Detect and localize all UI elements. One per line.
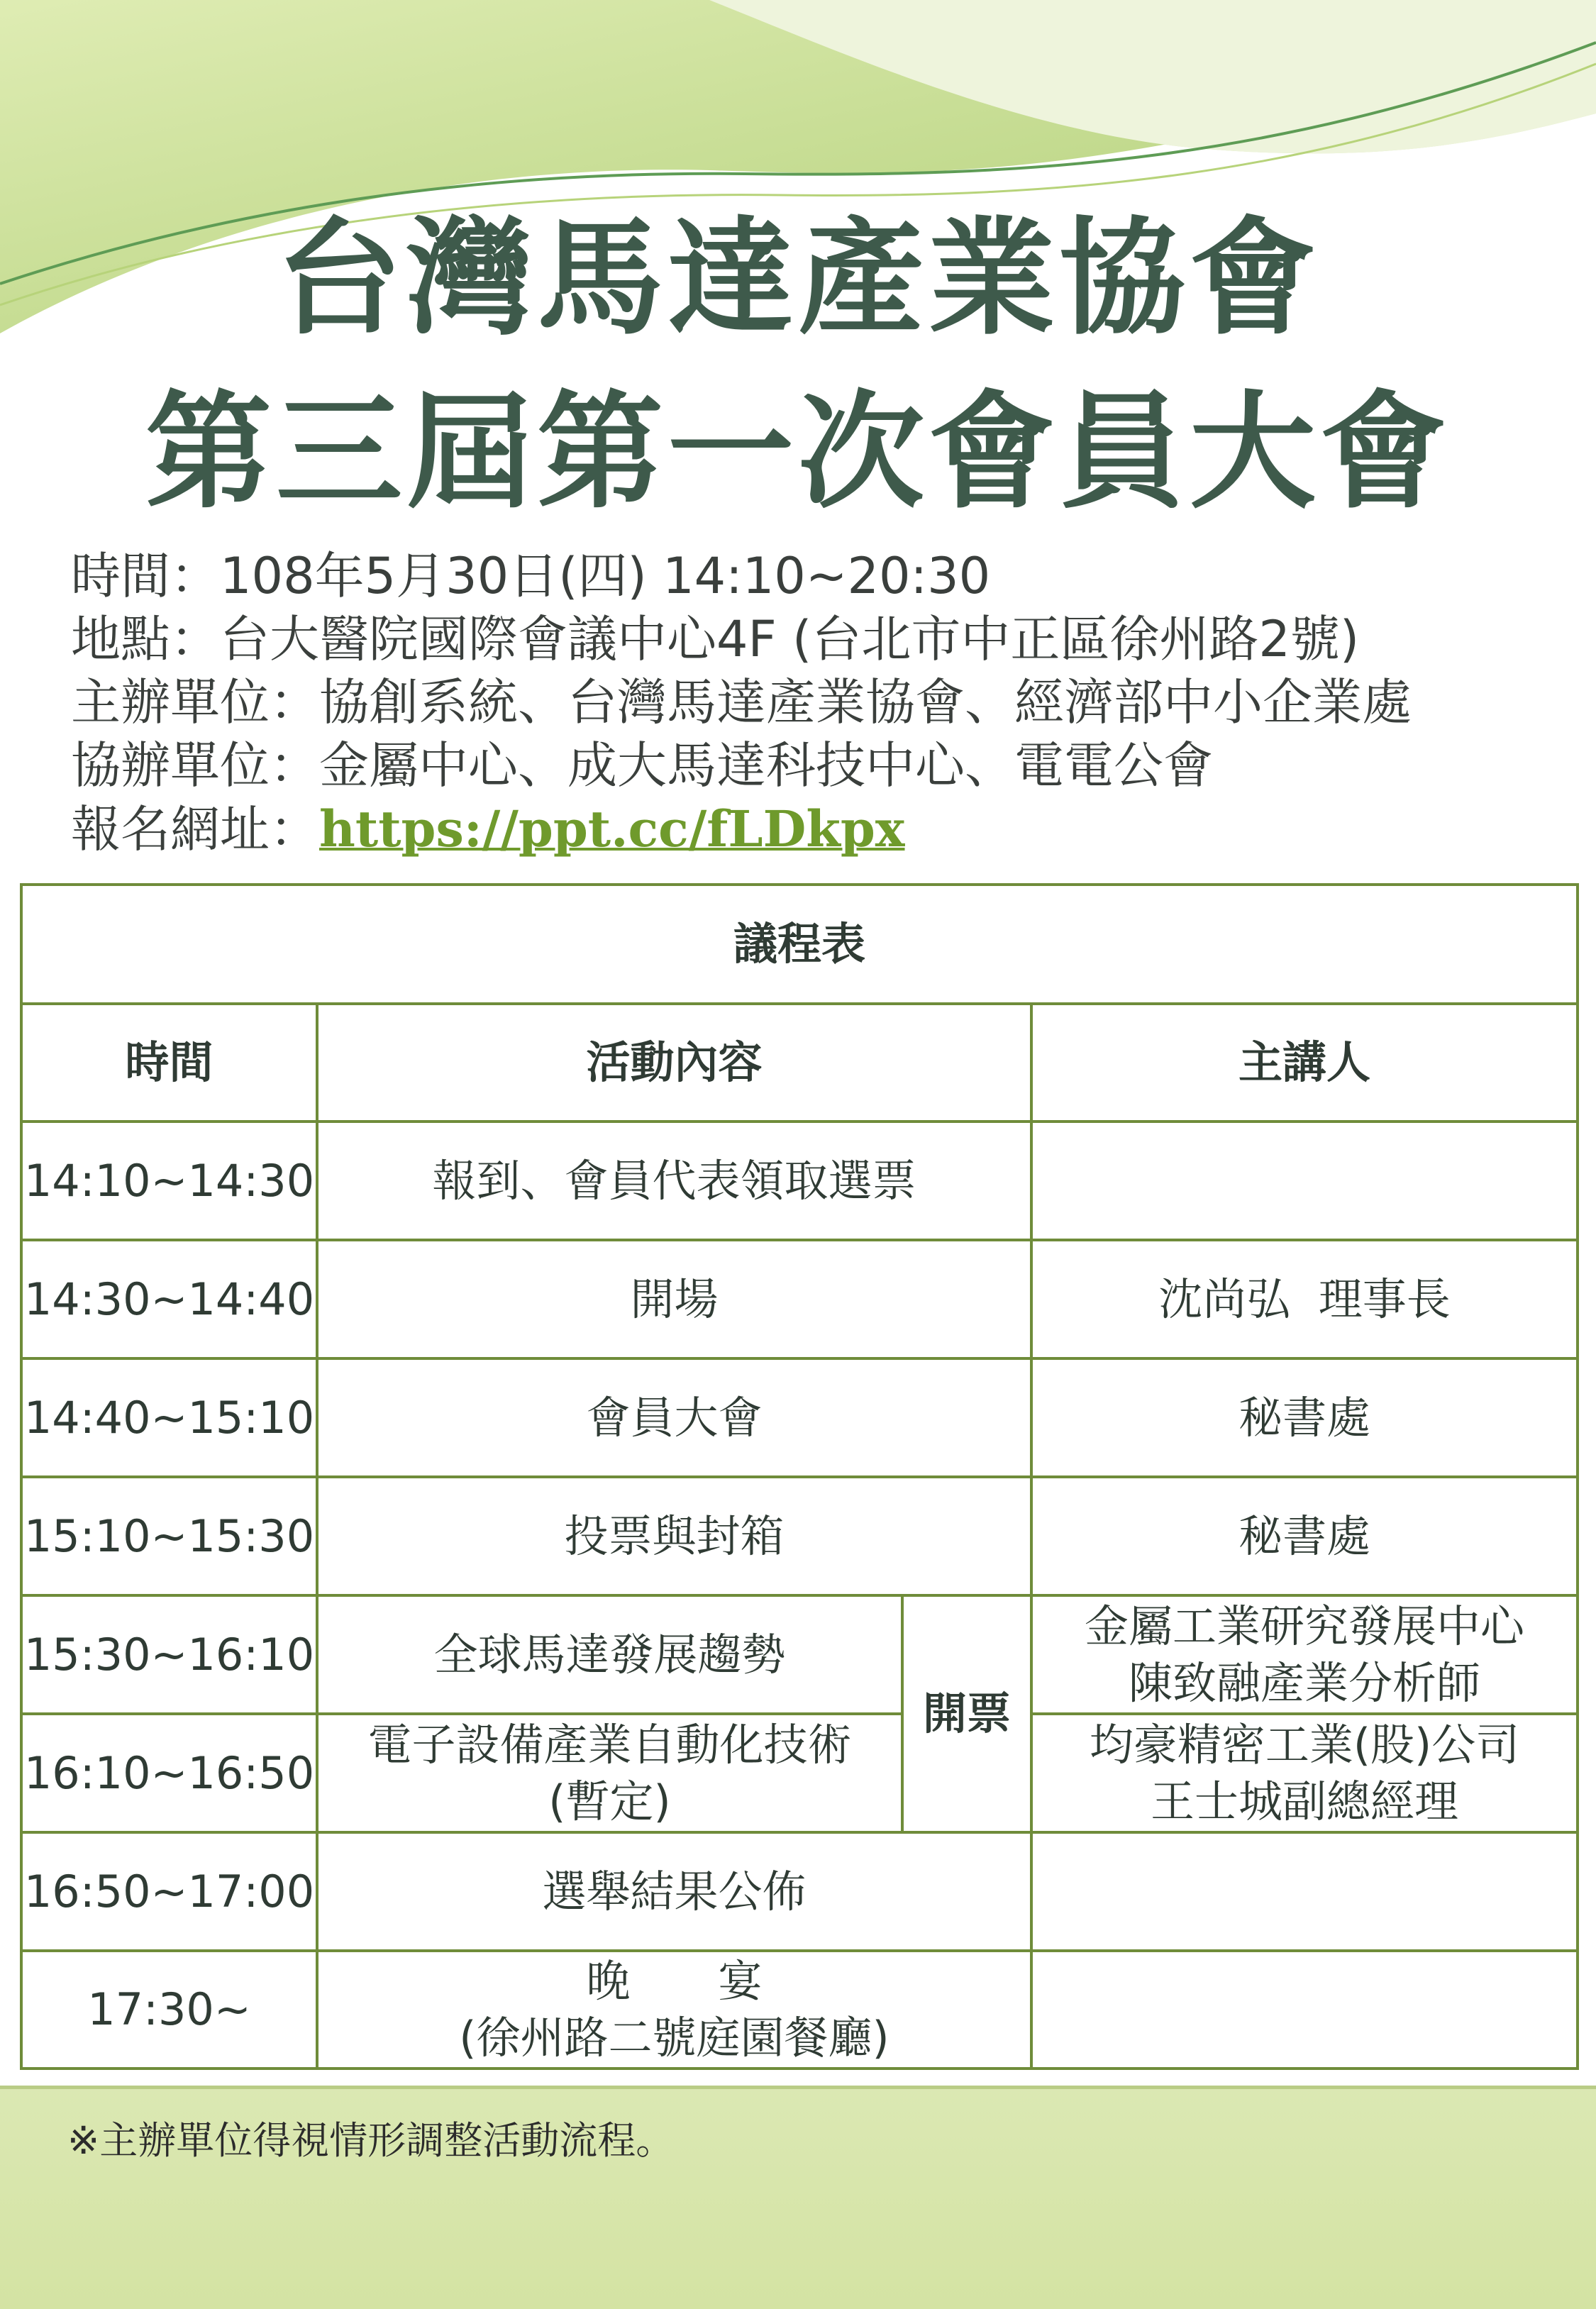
row-time: 14:40~15:10 — [21, 1358, 317, 1477]
footer-note: ※主辦單位得視情形調整活動流程。 — [67, 2118, 675, 2163]
activity-line: 晚 宴 — [586, 1955, 763, 2007]
footer-band — [0, 2086, 1596, 2309]
activity-line: (暫定) — [548, 1775, 671, 1827]
table-row — [21, 1477, 1578, 1595]
signup-link[interactable]: https://ppt.cc/fLDkpx — [319, 799, 905, 858]
table-row — [21, 1122, 1578, 1240]
table-row — [21, 1595, 1578, 1714]
table-row — [21, 1951, 1578, 2069]
row-time: 14:30~14:40 — [21, 1240, 317, 1358]
table-row — [21, 1714, 1578, 1832]
event-title-line1: 台灣馬達產業協會 — [276, 205, 1320, 352]
activity-line: (徐州路二號庭園餐廳) — [459, 2012, 890, 2064]
table-row — [21, 1832, 1578, 1951]
row-time: 14:10~14:30 — [21, 1122, 317, 1240]
row-speaker: 秘書處 — [1031, 1358, 1578, 1477]
row-speaker — [1031, 1832, 1578, 1951]
row-time: 16:50~17:00 — [21, 1832, 317, 1951]
speaker-line: 王士城副總經理 — [1151, 1775, 1459, 1827]
row-time: 17:30~ — [21, 1951, 317, 2069]
agenda-table — [20, 883, 1579, 2070]
header-speaker: 主講人 — [1031, 1004, 1578, 1122]
row-activity: 投票與封箱 — [317, 1477, 1031, 1595]
row-speaker — [1031, 1122, 1578, 1240]
event-place: 地點：台大醫院國際會議中心4F (台北市中正區徐州路2號) — [71, 610, 1360, 668]
row-time: 15:10~15:30 — [21, 1477, 317, 1595]
row-speaker — [1031, 1951, 1578, 2069]
table-row — [21, 1358, 1578, 1477]
row-time: 15:30~16:10 — [21, 1595, 317, 1714]
row-speaker — [1031, 1595, 1578, 1714]
row-activity: 選舉結果公佈 — [317, 1832, 1031, 1951]
agenda-caption: 議程表 — [21, 885, 1578, 1004]
event-co-organizer: 協辦單位：金屬中心、成大馬達科技中心、電電公會 — [71, 736, 1213, 794]
event-time: 時間：108年5月30日(四) 14:10~20:30 — [71, 547, 991, 605]
row-activity: 會員大會 — [317, 1358, 1031, 1477]
event-organizer: 主辦單位：協創系統、台灣馬達產業協會、經濟部中小企業處 — [71, 673, 1412, 731]
table-row — [21, 1240, 1578, 1358]
event-info — [71, 545, 1546, 860]
activity-line: 電子設備產業自動化技術 — [367, 1718, 852, 1771]
row-activity: 全球馬達發展趨勢 — [317, 1595, 902, 1714]
row-activity — [317, 1714, 902, 1832]
row-speaker: 秘書處 — [1031, 1477, 1578, 1595]
event-title-line2: 第三屆第一次會員大會 — [145, 379, 1451, 526]
row-speaker: 沈尚弘 理事長 — [1031, 1240, 1578, 1358]
row-activity: 報到、會員代表領取選票 — [317, 1122, 1031, 1240]
row-activity — [317, 1951, 1031, 2069]
speaker-line: 均豪精密工業(股)公司 — [1089, 1718, 1520, 1771]
header-time: 時間 — [21, 1004, 317, 1122]
vote-count-cell: 開票 — [902, 1595, 1031, 1832]
signup-label: 報名網址： — [71, 800, 319, 858]
row-speaker — [1031, 1714, 1578, 1832]
header-activity: 活動內容 — [317, 1004, 1031, 1122]
row-activity: 開場 — [317, 1240, 1031, 1358]
event-signup — [71, 797, 1546, 860]
speaker-line: 金屬工業研究發展中心 — [1085, 1600, 1525, 1652]
row-time: 16:10~16:50 — [21, 1714, 317, 1832]
speaker-line: 陳致融產業分析師 — [1129, 1656, 1481, 1709]
